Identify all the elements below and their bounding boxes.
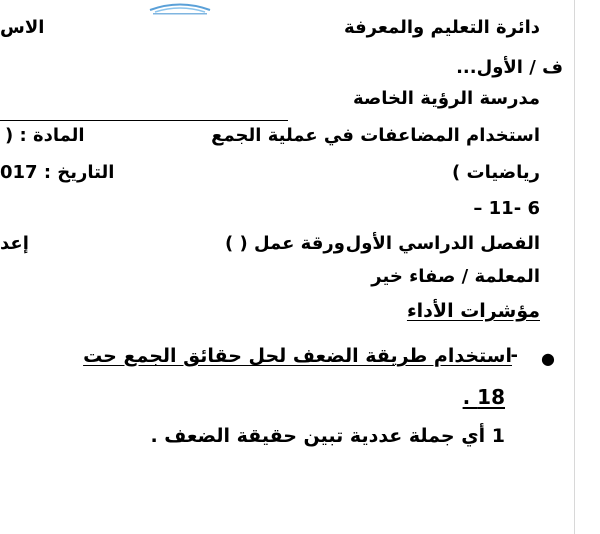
question-1: 1 أي جملة عددية تبين حقيقة الضعف . — [150, 425, 505, 447]
subject-label: المادة : ( — [5, 125, 85, 146]
date-label: التاريخ : 017 — [0, 162, 115, 183]
indicator-continuation: 18 . — [462, 385, 505, 409]
school-name: مدرسة الرؤية الخاصة — [352, 88, 540, 109]
bullet-icon: ● — [541, 349, 555, 368]
term: الفصل الدراسي الأول — [345, 233, 540, 254]
indicators-title: مؤشرات الأداء — [406, 300, 540, 322]
department-name: دائرة التعليم والمعرفة — [343, 17, 540, 38]
separator-line — [0, 120, 288, 121]
grade-line: ف / الأول... — [456, 57, 563, 78]
page-edge-line — [574, 0, 575, 534]
date-rest: 6 -11 – — [473, 198, 540, 219]
subject-value: رياضيات ) — [452, 162, 540, 183]
lesson-topic: استخدام المضاعفات في عملية الجمع — [211, 125, 540, 146]
logo — [145, 0, 215, 14]
teacher-name: المعلمة / صفاء خير — [371, 266, 540, 287]
bullet-dash: - — [510, 345, 518, 366]
worksheet: ورقة عمل ( ) — [225, 233, 345, 254]
prepared-by-cut: إعد — [0, 233, 29, 254]
department-cut: الاس — [0, 17, 45, 38]
indicator-text: استخدام طريقة الضعف لحل حقائق الجمع حت — [83, 345, 512, 367]
